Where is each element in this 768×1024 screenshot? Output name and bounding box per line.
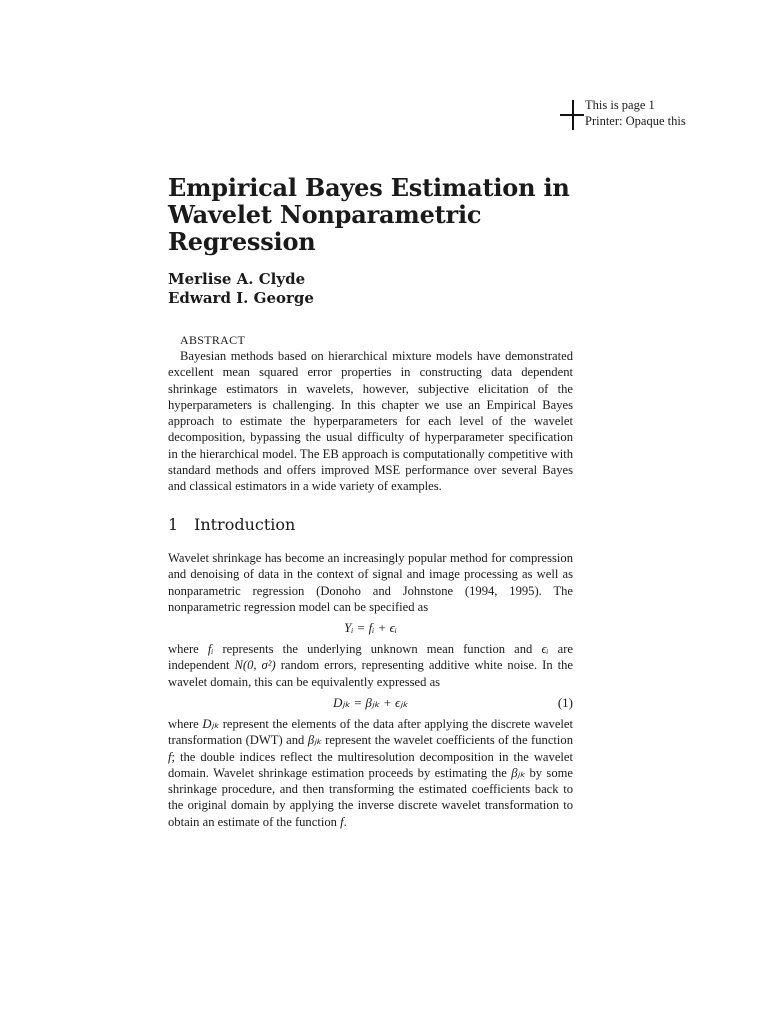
text-run: represent the elements of the data after applying the discrete wavelet transformation (DWT) and <box>168 717 573 748</box>
text-run: random errors, representing additive white noise. In the wavelet domain, this can be equivalently expressed as <box>168 658 573 689</box>
section-heading <box>168 515 295 534</box>
text-run: represents the underlying unknown mean function and <box>213 642 542 656</box>
body-paragraph <box>168 641 573 690</box>
math-symbol: βⱼₖ <box>307 733 322 748</box>
crop-mark <box>560 100 584 130</box>
text-run: . <box>343 814 347 829</box>
text-run: ; the double indices reflect the multiresolution decomposition in the wavelet domain. Wavelet shrinkage estimation proceeds by estimating the <box>168 749 573 780</box>
page-number-line: This is page 1 <box>585 98 655 112</box>
equation-text: Yᵢ = fᵢ + ϵᵢ <box>344 620 397 635</box>
math-symbol: Dⱼₖ <box>202 717 220 731</box>
equation-number: (1) <box>557 695 573 710</box>
paper-title: Empirical Bayes Estimation in Wavelet Nonparametric Regression <box>168 173 570 256</box>
math-symbol: fᵢ <box>207 642 214 656</box>
abstract-text: Bayesian methods based on hierarchical mixture models have demonstrated excellent mean squared error properties in constructing data dependent shrinkage estimators in wavelets, however, subjective elicitation of the hyperparameters is challenging. In this chapter we use an Empirical Bayes approach to estimate the hyperparameters for each level of the wavelet decomposition, bypassing the usual difficulty of hyperparameter specification in the hierarchical model. The EB approach is computationally competitive with standard methods and offers improved MSE performance over several Bayes and classical estimators in a wide variety of examples. <box>168 349 573 494</box>
equation-regression-model <box>168 620 573 636</box>
text-run: by some shrinkage procedure, and then transforming the estimated coefficients back to the original domain by applying the inverse discrete wavelet transformation to obtain an estimate of the function <box>168 765 573 829</box>
author-name: Edward I. George <box>168 289 314 307</box>
author-list <box>168 270 314 308</box>
math-symbol: f <box>340 814 344 829</box>
crop-mark-horizontal <box>560 114 584 116</box>
text-run: represent the wavelet coefficients of the function <box>321 733 573 748</box>
math-symbol: ϵᵢ <box>541 642 549 656</box>
equation-wavelet-domain <box>168 695 573 711</box>
math-symbol: N(0, σ²) <box>234 658 276 673</box>
text-run: where <box>168 642 208 656</box>
abstract-heading: ABSTRACT <box>180 333 246 347</box>
body-paragraph: Wavelet shrinkage has become an increasingly popular method for compression and denoising of data in the context of signal and image processing as well as nonparametric regression (Donoho and Johnstone (1994, 1995). The nonparametric regression model can be specified as <box>168 551 573 614</box>
author-name: Merlise A. Clyde <box>168 270 306 288</box>
equation-text: Dⱼₖ = βⱼₖ + ϵⱼₖ <box>332 695 409 710</box>
section-number: 1 <box>168 515 179 534</box>
page-header-info <box>585 97 686 129</box>
text-run: are independent <box>168 642 573 673</box>
section-title: Introduction <box>194 515 296 534</box>
text-run: where <box>168 717 203 731</box>
printer-line: Printer: Opaque this <box>585 114 686 128</box>
body-paragraph <box>168 716 573 830</box>
math-symbol: f <box>168 749 172 764</box>
math-symbol: βⱼₖ <box>511 765 526 780</box>
